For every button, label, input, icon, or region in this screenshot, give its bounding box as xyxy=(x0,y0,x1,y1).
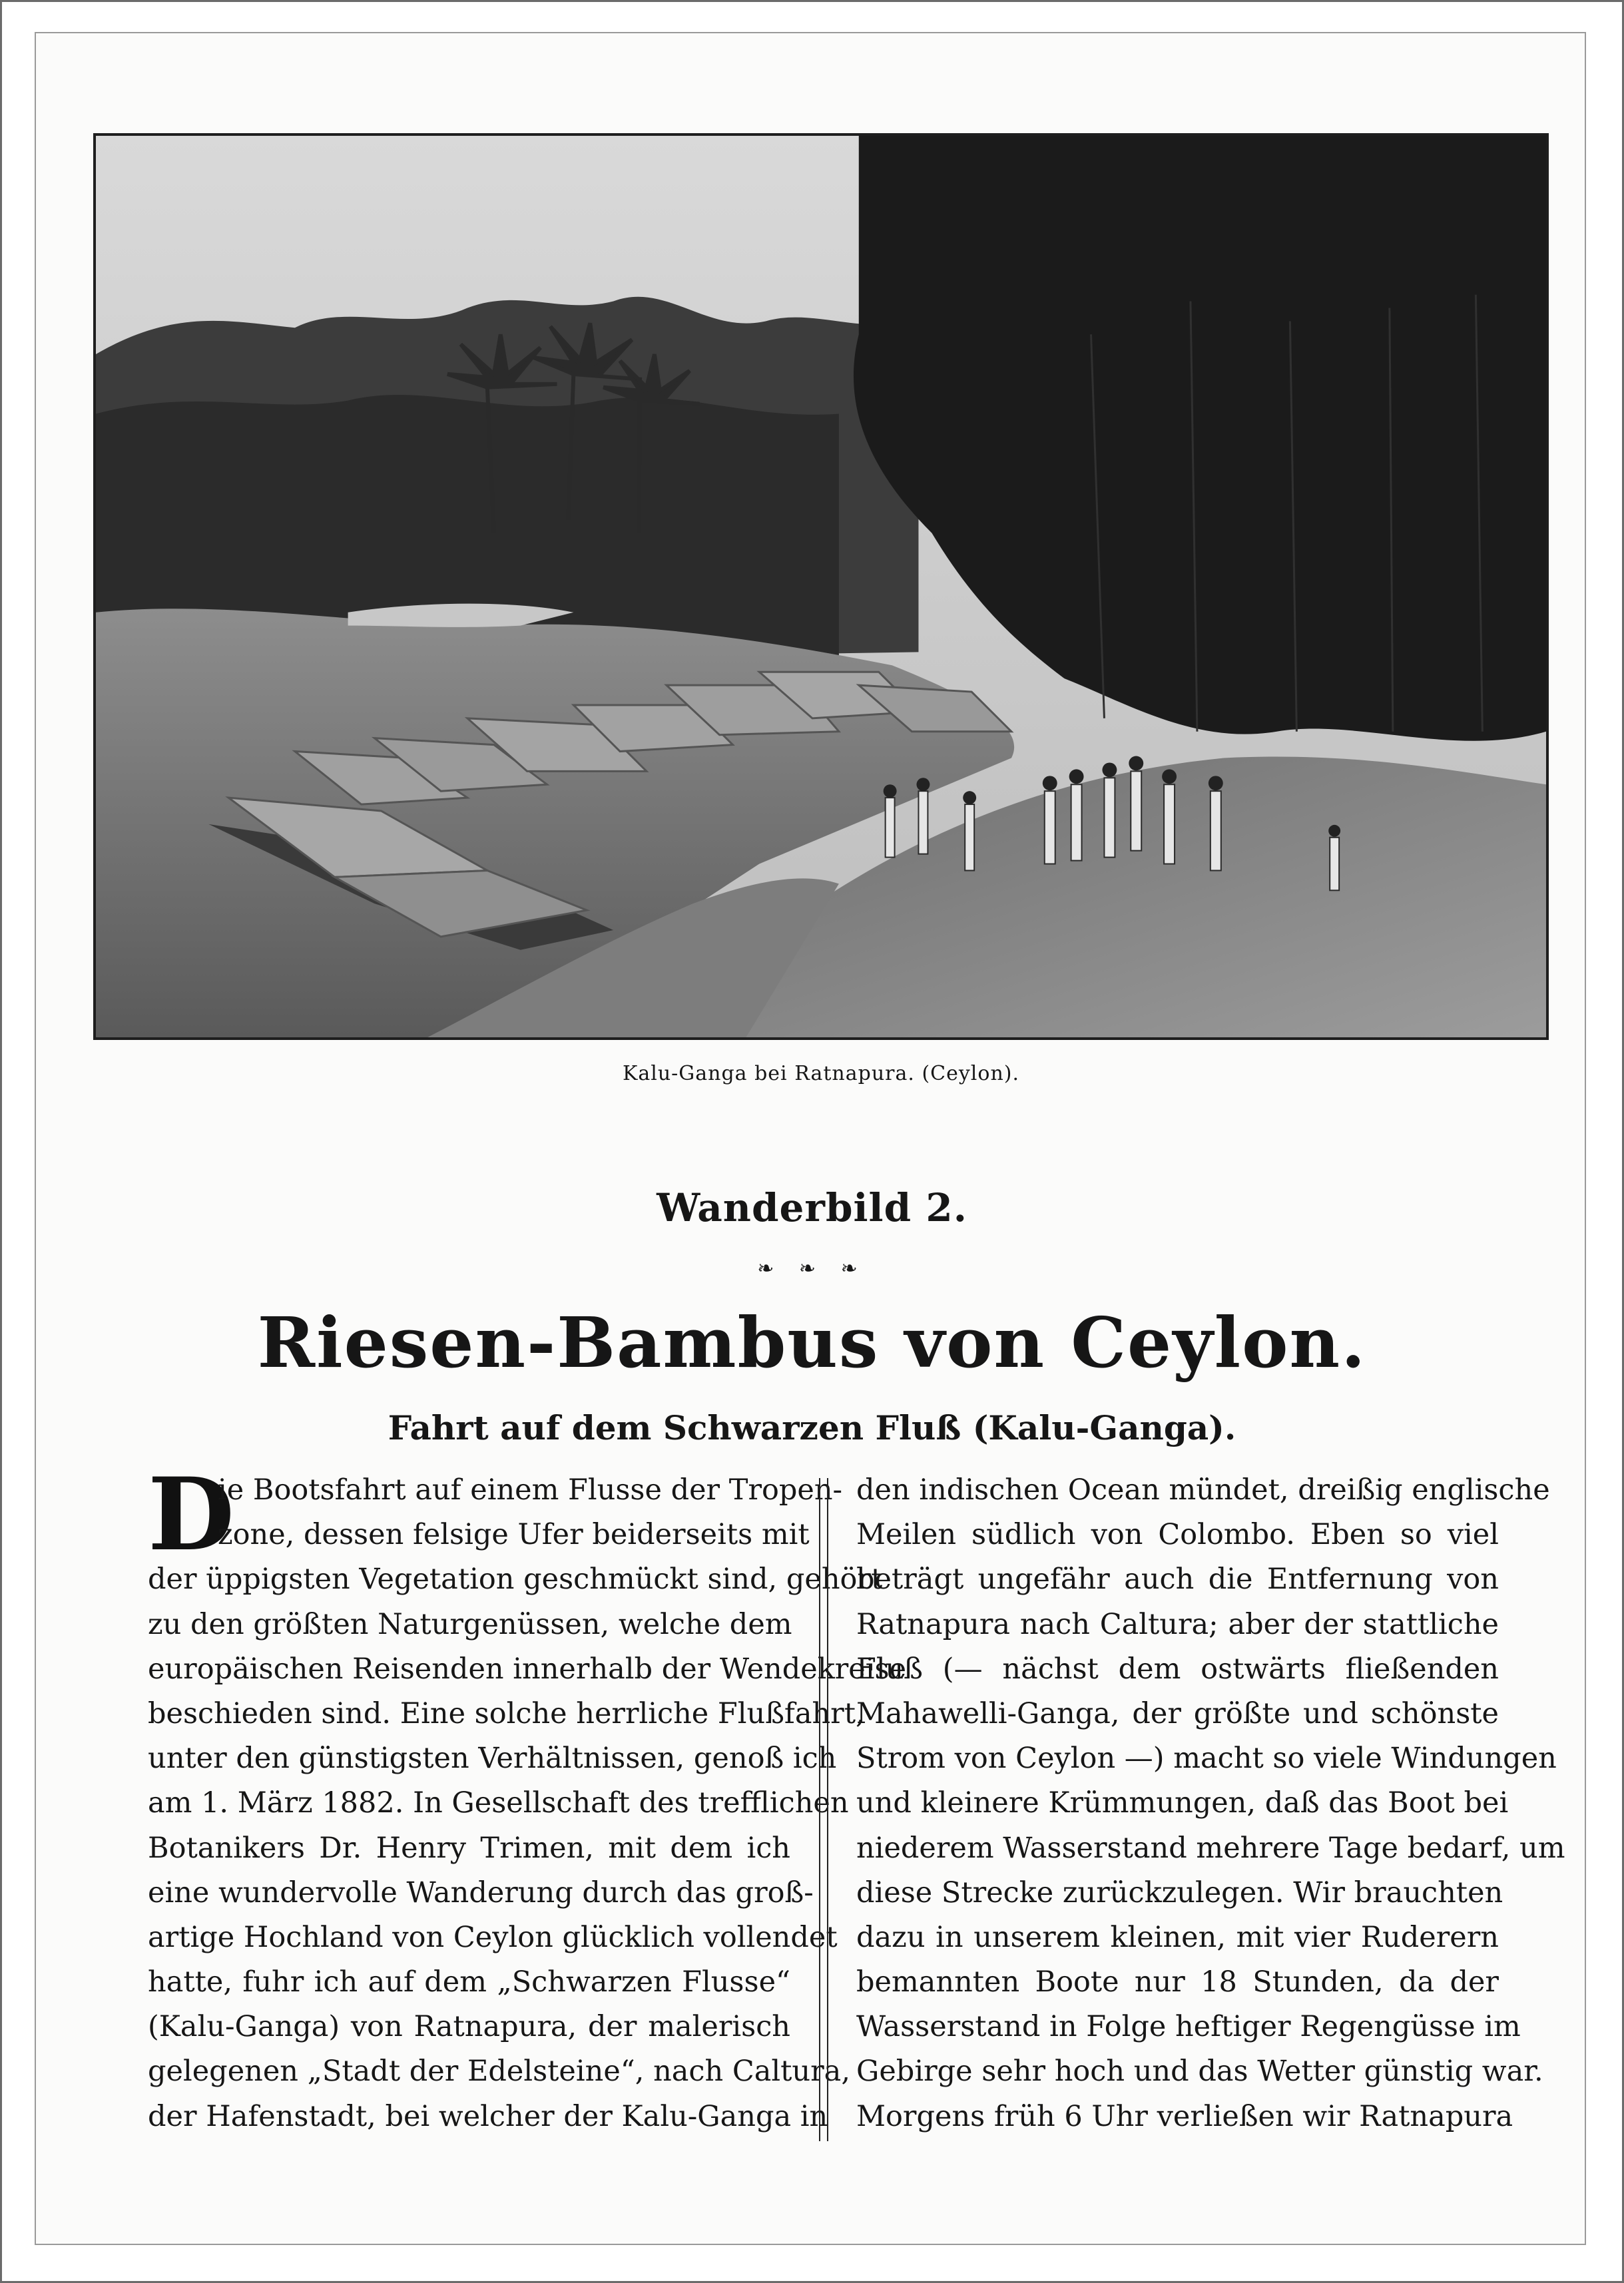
text-line: eine wundervolle Wanderung durch das groß- xyxy=(148,1876,814,1909)
article-title: Riesen-Bambus von Ceylon. xyxy=(257,1302,1367,1384)
text-line: artige Hochland von Ceylon glücklich vollendet xyxy=(148,1920,838,1954)
photo-illustration xyxy=(96,136,1546,1037)
text-line: hatte, fuhr ich auf dem „Schwarzen Flusse“ xyxy=(148,1965,790,1999)
text-line: beschieden sind. Eine solche herrliche Flußfahrt, xyxy=(148,1696,865,1730)
ornament-divider: ❧ ❧ ❧ xyxy=(757,1257,867,1280)
text-line: Gebirge sehr hoch und das Wetter günstig war. xyxy=(856,2055,1543,2089)
text-line: dazu in unserem kleinen, mit vier Ruderern xyxy=(856,1920,1499,1954)
text-line: Fluß (— nächst dem ostwärts fließenden xyxy=(856,1652,1499,1686)
text-line: gelegenen „Stadt der Edelsteine“, nach Caltura, xyxy=(148,2055,850,2089)
text-line: zu den größten Naturgenüssen, welche dem xyxy=(148,1607,792,1641)
article-subtitle: Fahrt auf dem Schwarzen Fluß (Kalu-Ganga). xyxy=(388,1408,1236,1447)
text-line: der üppigsten Vegetation geschmückt sind, gehört xyxy=(148,1563,883,1597)
text-column-left xyxy=(148,1456,907,2139)
text-line: Meilen südlich von Colombo. Eben so viel xyxy=(856,1518,1499,1552)
text-line: Morgens früh 6 Uhr verließen wir Ratnapura xyxy=(856,2099,1513,2133)
photo-caption: Kalu-Ganga bei Ratnapura. (Ceylon). xyxy=(622,1062,1020,1085)
text-line: Strom von Ceylon —) macht so viele Windungen xyxy=(856,1742,1557,1776)
drop-cap: D xyxy=(148,1456,235,1573)
text-line: der Hafenstadt, bei welcher der Kalu-Ganga in xyxy=(148,2099,828,2133)
text-line: und kleinere Krümmungen, daß das Boot bei xyxy=(856,1786,1509,1820)
text-line: Ratnapura nach Caltura; aber der stattliche xyxy=(856,1607,1499,1641)
text-line: unter den günstigsten Verhältnissen, genoß ich xyxy=(148,1742,837,1776)
text-line: Wasserstand in Folge heftiger Regengüsse im xyxy=(856,2010,1521,2044)
column-divider xyxy=(819,1478,828,2141)
text-line: beträgt ungefähr auch die Entfernung von xyxy=(856,1563,1499,1597)
text-line: niederem Wasserstand mehrere Tage bedarf, um xyxy=(856,1831,1565,1865)
text-line: diese Strecke zurückzulegen. Wir brauchten xyxy=(856,1876,1503,1909)
text-column-right xyxy=(856,1468,1565,2139)
text-line: bemannten Boote nur 18 Stunden, da der xyxy=(856,1965,1499,1999)
text-line: ie Bootsfahrt auf einem Flusse der Tropen- xyxy=(218,1473,843,1507)
text-line: Botanikers Dr. Henry Trimen, mit dem ich xyxy=(148,1831,790,1865)
text-line: europäischen Reisenden innerhalb der Wendekreise xyxy=(148,1652,907,1686)
text-line: (Kalu-Ganga) von Ratnapura, der malerisch xyxy=(148,2010,790,2044)
text-line: Mahawelli-Ganga, der größte und schönste xyxy=(856,1696,1499,1730)
text-line: zone, dessen felsige Ufer beiderseits mit xyxy=(218,1518,810,1552)
text-line: den indischen Ocean mündet, dreißig englische xyxy=(856,1473,1550,1507)
text-line: am 1. März 1882. In Gesellschaft des trefflichen xyxy=(148,1786,849,1820)
section-kicker: Wanderbild 2. xyxy=(657,1185,967,1230)
photograph-kalu-ganga xyxy=(93,133,1549,1040)
